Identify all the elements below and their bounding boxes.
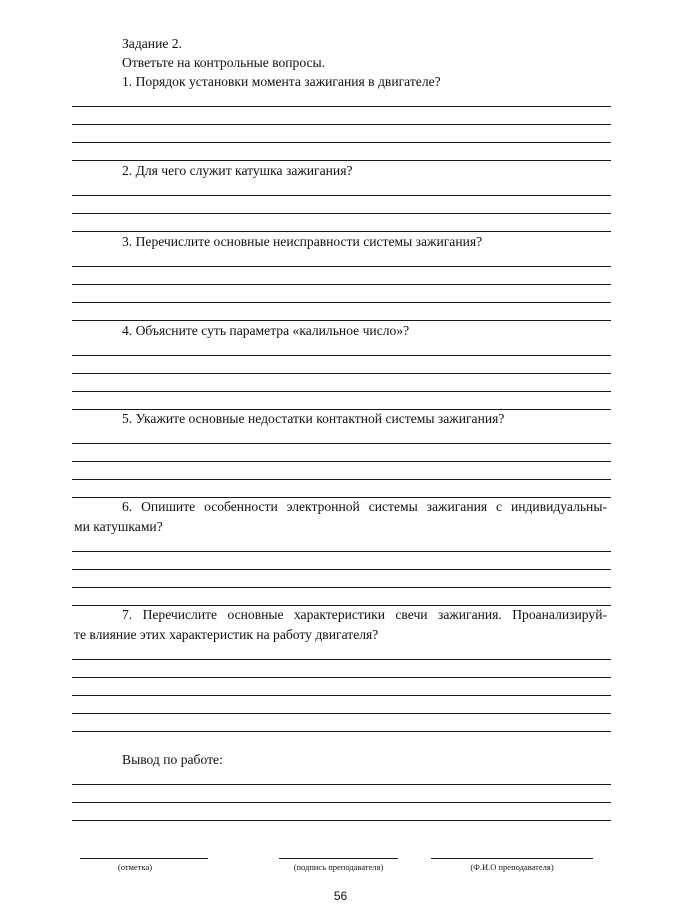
question-3: 3. Перечислите основные неисправности системы зажигания? [122,234,483,249]
answer-line[interactable] [72,677,611,678]
grade-caption: (отметка) [117,862,153,872]
answer-line[interactable] [72,302,611,303]
answer-line[interactable] [72,587,611,588]
answer-line[interactable] [72,391,611,392]
answer-line[interactable] [72,551,611,552]
teacher-signature-caption: (подпись преподавателя) [293,862,384,872]
task-title: Задание 2. [122,36,182,51]
answer-line[interactable] [72,106,611,107]
answer-line[interactable] [72,479,611,480]
grade-line[interactable] [80,858,208,859]
answer-line[interactable] [72,731,611,732]
page-number: 56 [333,889,348,903]
question-6-line-2: ми катушками? [74,519,163,534]
answer-line[interactable] [72,802,611,803]
answer-line[interactable] [72,784,611,785]
answer-line[interactable] [72,231,611,232]
question-2: 2. Для чего служит катушка зажигания? [122,163,353,178]
answer-line[interactable] [72,124,611,125]
answer-line[interactable] [72,820,611,821]
question-6-line-1: 6. Опишите особенности электронной системы зажигания с индивидуальны- [122,499,607,514]
answer-line[interactable] [72,373,611,374]
answer-line[interactable] [72,461,611,462]
instruction-text: Ответьте на контрольные вопросы. [122,55,326,70]
answer-line[interactable] [72,160,611,161]
teacher-name-line[interactable] [431,858,593,859]
answer-line[interactable] [72,443,611,444]
answer-line[interactable] [72,355,611,356]
answer-line[interactable] [72,142,611,143]
question-7-line-1: 7. Перечислите основные характеристики свечи зажигания. Проанализируй- [122,607,607,622]
question-1: 1. Порядок установки момента зажигания в двигателе? [122,74,441,89]
teacher-signature-line[interactable] [279,858,398,859]
teacher-name-caption: (Ф.И.О преподавателя) [470,862,554,872]
answer-line[interactable] [72,713,611,714]
question-7-line-2: те влияние этих характеристик на работу двигателя? [74,627,379,642]
conclusion-label: Вывод по работе: [122,752,223,767]
question-5: 5. Укажите основные недостатки контактной системы зажигания? [122,411,505,426]
answer-line[interactable] [72,320,611,321]
answer-line[interactable] [72,659,611,660]
answer-line[interactable] [72,695,611,696]
answer-line[interactable] [72,569,611,570]
answer-line[interactable] [72,284,611,285]
answer-line[interactable] [72,266,611,267]
answer-line[interactable] [72,213,611,214]
question-4: 4. Объясните суть параметра «калильное число»? [122,323,410,338]
answer-line[interactable] [72,195,611,196]
